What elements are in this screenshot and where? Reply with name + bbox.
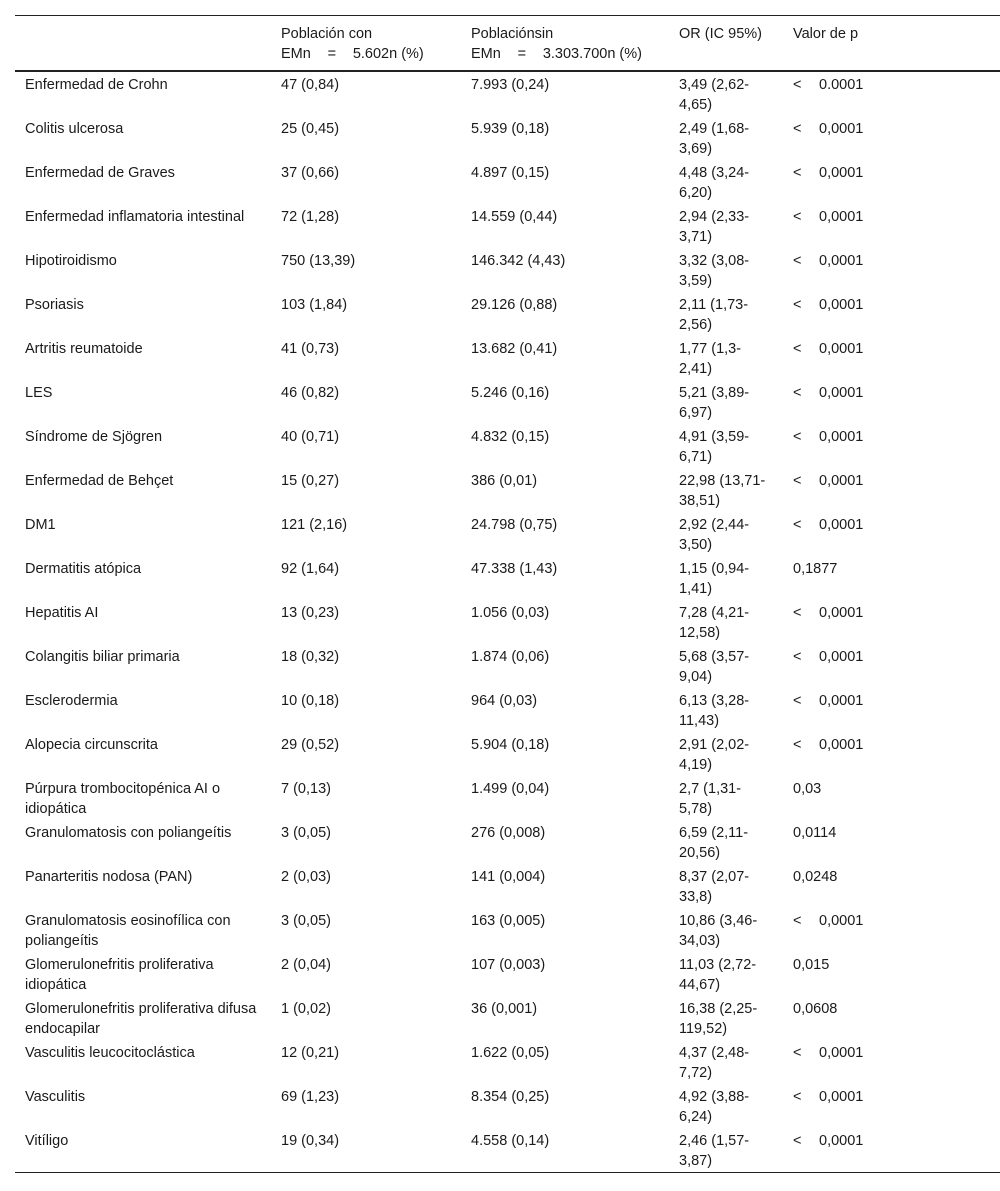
p-less-than: < (793, 341, 802, 357)
cell-p-value (783, 688, 1000, 732)
cell-or: 4,91 (3,59-6,71) (679, 429, 750, 465)
table-header (15, 16, 1000, 72)
table-row (15, 1040, 1000, 1084)
p-value: 0,0001 (819, 121, 864, 137)
cell-or: 2,11 (1,73-2,56) (679, 297, 749, 333)
p-value: 0,0248 (793, 869, 838, 885)
cell-poblacion-con-em: 2 (0,04) (281, 957, 331, 973)
header-enfermedad (15, 16, 271, 72)
cell-enfermedad: Vitíligo (25, 1133, 69, 1149)
cell-or: 1,77 (1,3-2,41) (679, 341, 742, 377)
cell-poblacion-con-em: 92 (1,64) (281, 561, 340, 577)
p-value: 0,0608 (793, 1001, 838, 1017)
table-row (15, 600, 1000, 644)
p-value: 0.0001 (819, 77, 864, 93)
cell-poblacion-sin-em: 107 (0,003) (471, 957, 546, 973)
cell-poblacion-sin-em: 47.338 (1,43) (471, 561, 558, 577)
cell-enfermedad: Glomerulonefritis proliferativa idiopática (25, 957, 214, 993)
cell-poblacion-con-em: 72 (1,28) (281, 209, 340, 225)
p-less-than: < (793, 693, 802, 709)
cell-p-value (783, 512, 1000, 556)
cell-poblacion-con-em: 103 (1,84) (281, 297, 348, 313)
cell-poblacion-con-em: 15 (0,27) (281, 473, 340, 489)
cell-or: 5,21 (3,89-6,97) (679, 385, 750, 421)
cell-p-value (783, 996, 1000, 1040)
p-value: 0,0001 (819, 913, 864, 929)
cell-p-value (783, 1128, 1000, 1173)
cell-poblacion-con-em: 29 (0,52) (281, 737, 340, 753)
cell-p-value (783, 468, 1000, 512)
p-less-than: < (793, 209, 802, 225)
cell-poblacion-sin-em: 386 (0,01) (471, 473, 538, 489)
table-row (15, 996, 1000, 1040)
cell-poblacion-sin-em: 964 (0,03) (471, 693, 538, 709)
header-con-equals: = (327, 46, 337, 62)
table-row (15, 160, 1000, 204)
cell-enfermedad: Artritis reumatoide (25, 341, 143, 357)
cell-poblacion-con-em: 3 (0,05) (281, 913, 331, 929)
cell-poblacion-con-em: 1 (0,02) (281, 1001, 331, 1017)
cell-p-value (783, 556, 1000, 600)
cell-enfermedad: Vasculitis (25, 1089, 86, 1105)
cell-p-value (783, 336, 1000, 380)
cell-p-value (783, 160, 1000, 204)
cell-enfermedad: Enfermedad de Behçet (25, 473, 174, 489)
p-value: 0,0001 (819, 253, 864, 269)
table-row (15, 688, 1000, 732)
cell-poblacion-sin-em: 163 (0,005) (471, 913, 546, 929)
cell-p-value (783, 908, 1000, 952)
cell-poblacion-sin-em: 5.246 (0,16) (471, 385, 550, 401)
cell-poblacion-sin-em: 1.622 (0,05) (471, 1045, 550, 1061)
p-less-than: < (793, 1089, 802, 1105)
cell-poblacion-sin-em: 5.904 (0,18) (471, 737, 550, 753)
header-sin-n-label: EMn (471, 46, 501, 62)
p-value: 0,0001 (819, 605, 864, 621)
cell-or: 2,92 (2,44-3,50) (679, 517, 750, 553)
cell-poblacion-con-em: 40 (0,71) (281, 429, 340, 445)
p-less-than: < (793, 1133, 802, 1149)
table-row (15, 292, 1000, 336)
cell-or: 1,15 (0,94-1,41) (679, 561, 750, 597)
p-value: 0,0001 (819, 1133, 864, 1149)
cell-enfermedad: Enfermedad de Graves (25, 165, 175, 181)
cell-poblacion-sin-em: 1.056 (0,03) (471, 605, 550, 621)
cell-enfermedad: Enfermedad de Crohn (25, 77, 168, 93)
cell-p-value (783, 71, 1000, 116)
cell-or: 2,7 (1,31-5,78) (679, 781, 742, 817)
p-less-than: < (793, 517, 802, 533)
cell-enfermedad: Hepatitis AI (25, 605, 99, 621)
cell-p-value (783, 864, 1000, 908)
table-row (15, 644, 1000, 688)
cell-poblacion-con-em: 69 (1,23) (281, 1089, 340, 1105)
cell-or: 6,13 (3,28-11,43) (679, 693, 750, 729)
cell-p-value (783, 732, 1000, 776)
cell-poblacion-sin-em: 7.993 (0,24) (471, 77, 550, 93)
cell-poblacion-con-em: 46 (0,82) (281, 385, 340, 401)
header-sin-line1: Poblaciónsin (471, 26, 554, 42)
p-less-than: < (793, 253, 802, 269)
cell-or: 10,86 (3,46-34,03) (679, 913, 758, 949)
p-value: 0,0001 (819, 1089, 864, 1105)
cell-p-value (783, 204, 1000, 248)
p-value: 0,015 (793, 957, 830, 973)
cell-poblacion-con-em: 37 (0,66) (281, 165, 340, 181)
cell-or: 7,28 (4,21-12,58) (679, 605, 750, 641)
p-less-than: < (793, 913, 802, 929)
cell-poblacion-con-em: 13 (0,23) (281, 605, 340, 621)
p-value: 0,0001 (819, 517, 864, 533)
cell-p-value (783, 644, 1000, 688)
cell-poblacion-sin-em: 4.558 (0,14) (471, 1133, 550, 1149)
cell-poblacion-con-em: 18 (0,32) (281, 649, 340, 665)
cell-enfermedad: Alopecia circunscrita (25, 737, 158, 753)
p-value: 0,1877 (793, 561, 838, 577)
p-less-than: < (793, 737, 802, 753)
table-row (15, 1084, 1000, 1128)
table-row (15, 248, 1000, 292)
cell-enfermedad: Glomerulonefritis proliferativa difusa endocapilar (25, 1001, 257, 1037)
table-row (15, 336, 1000, 380)
cell-enfermedad: Colitis ulcerosa (25, 121, 124, 137)
cell-poblacion-sin-em: 36 (0,001) (471, 1001, 538, 1017)
cell-poblacion-sin-em: 276 (0,008) (471, 825, 546, 841)
cell-or: 16,38 (2,25-119,52) (679, 1001, 758, 1037)
cell-or: 22,98 (13,71-38,51) (679, 473, 766, 509)
cell-enfermedad: Púrpura trombocitopénica AI o idiopática (25, 781, 221, 817)
p-less-than: < (793, 473, 802, 489)
cell-enfermedad: Granulomatosis eosinofílica con poliangeítis (25, 913, 231, 949)
cell-poblacion-sin-em: 14.559 (0,44) (471, 209, 558, 225)
header-sin-n-value: 3.303.700n (%) (542, 46, 642, 62)
cell-p-value (783, 116, 1000, 160)
p-value: 0,0001 (819, 209, 864, 225)
p-less-than: < (793, 429, 802, 445)
cell-or: 3,49 (2,62-4,65) (679, 77, 750, 113)
cell-enfermedad: Síndrome de Sjögren (25, 429, 163, 445)
cell-poblacion-sin-em: 5.939 (0,18) (471, 121, 550, 137)
table-row (15, 116, 1000, 160)
comorbidity-table (15, 15, 1000, 1173)
cell-p-value (783, 292, 1000, 336)
cell-enfermedad: Psoriasis (25, 297, 84, 313)
cell-poblacion-sin-em: 1.874 (0,06) (471, 649, 550, 665)
cell-poblacion-con-em: 12 (0,21) (281, 1045, 340, 1061)
cell-poblacion-con-em: 3 (0,05) (281, 825, 331, 841)
p-value: 0,0001 (819, 429, 864, 445)
table-body (15, 71, 1000, 1173)
p-value: 0,0001 (819, 649, 864, 665)
p-value: 0,0001 (819, 297, 864, 313)
p-less-than: < (793, 649, 802, 665)
table-row (15, 776, 1000, 820)
p-less-than: < (793, 1045, 802, 1061)
cell-enfermedad: Enfermedad inflamatoria intestinal (25, 209, 245, 225)
p-less-than: < (793, 77, 802, 93)
p-less-than: < (793, 297, 802, 313)
cell-enfermedad: Granulomatosis con poliangeítis (25, 825, 232, 841)
cell-p-value (783, 600, 1000, 644)
p-value: 0,0114 (793, 825, 837, 841)
header-p-value: Valor de p (793, 26, 859, 42)
cell-poblacion-con-em: 19 (0,34) (281, 1133, 340, 1149)
table-row (15, 732, 1000, 776)
p-less-than: < (793, 121, 802, 137)
cell-p-value (783, 248, 1000, 292)
header-poblacion-sin-em (461, 16, 669, 72)
header-con-n-label: EMn (281, 46, 311, 62)
cell-enfermedad: Vasculitis leucocitoclástica (25, 1045, 195, 1061)
cell-or: 5,68 (3,57-9,04) (679, 649, 750, 685)
cell-enfermedad: LES (25, 385, 53, 401)
cell-enfermedad: Hipotiroidismo (25, 253, 117, 269)
table-row (15, 204, 1000, 248)
cell-poblacion-sin-em: 1.499 (0,04) (471, 781, 550, 797)
cell-poblacion-con-em: 750 (13,39) (281, 253, 356, 269)
cell-or: 4,92 (3,88-6,24) (679, 1089, 750, 1125)
cell-p-value (783, 952, 1000, 996)
cell-poblacion-sin-em: 146.342 (4,43) (471, 253, 566, 269)
cell-or: 4,37 (2,48-7,72) (679, 1045, 750, 1081)
cell-enfermedad: Dermatitis atópica (25, 561, 142, 577)
cell-or: 2,46 (1,57-3,87) (679, 1133, 750, 1169)
header-con-line1: Población con (281, 26, 373, 42)
cell-p-value (783, 776, 1000, 820)
cell-poblacion-con-em: 7 (0,13) (281, 781, 331, 797)
header-con-n-value: 5.602n (%) (352, 46, 424, 62)
cell-p-value (783, 1040, 1000, 1084)
cell-poblacion-sin-em: 141 (0,004) (471, 869, 546, 885)
table-row (15, 380, 1000, 424)
p-value: 0,0001 (819, 165, 864, 181)
table-row (15, 908, 1000, 952)
table-row (15, 1128, 1000, 1173)
cell-p-value (783, 424, 1000, 468)
table-row (15, 71, 1000, 116)
cell-enfermedad: DM1 (25, 517, 56, 533)
p-value: 0,0001 (819, 473, 864, 489)
cell-enfermedad: Panarteritis nodosa (PAN) (25, 869, 193, 885)
p-value: 0,0001 (819, 693, 864, 709)
cell-poblacion-sin-em: 24.798 (0,75) (471, 517, 558, 533)
table-row (15, 556, 1000, 600)
table-row (15, 820, 1000, 864)
cell-or: 3,32 (3,08-3,59) (679, 253, 750, 289)
table-row (15, 424, 1000, 468)
cell-p-value (783, 380, 1000, 424)
cell-or: 6,59 (2,11-20,56) (679, 825, 749, 861)
cell-poblacion-con-em: 41 (0,73) (281, 341, 340, 357)
cell-poblacion-con-em: 10 (0,18) (281, 693, 340, 709)
cell-enfermedad: Esclerodermia (25, 693, 118, 709)
cell-poblacion-sin-em: 13.682 (0,41) (471, 341, 558, 357)
table-row (15, 952, 1000, 996)
p-less-than: < (793, 165, 802, 181)
header-row (15, 16, 1000, 72)
cell-or: 2,49 (1,68-3,69) (679, 121, 750, 157)
cell-poblacion-con-em: 121 (2,16) (281, 517, 348, 533)
cell-poblacion-sin-em: 8.354 (0,25) (471, 1089, 550, 1105)
p-value: 0,0001 (819, 737, 864, 753)
cell-or: 2,94 (2,33-3,71) (679, 209, 750, 245)
p-value: 0,03 (793, 781, 822, 797)
p-value: 0,0001 (819, 385, 864, 401)
table-row (15, 468, 1000, 512)
header-sin-equals: = (517, 46, 527, 62)
p-value: 0,0001 (819, 1045, 864, 1061)
header-poblacion-con-em (271, 16, 461, 72)
cell-p-value (783, 820, 1000, 864)
table-row (15, 512, 1000, 556)
p-less-than: < (793, 385, 802, 401)
cell-or: 8,37 (2,07-33,8) (679, 869, 750, 905)
cell-or: 4,48 (3,24-6,20) (679, 165, 750, 201)
cell-poblacion-sin-em: 29.126 (0,88) (471, 297, 558, 313)
p-value: 0,0001 (819, 341, 864, 357)
cell-or: 2,91 (2,02-4,19) (679, 737, 750, 773)
cell-poblacion-sin-em: 4.832 (0,15) (471, 429, 550, 445)
p-less-than: < (793, 605, 802, 621)
cell-enfermedad: Colangitis biliar primaria (25, 649, 180, 665)
cell-poblacion-con-em: 47 (0,84) (281, 77, 340, 93)
header-or: OR (IC 95%) (679, 26, 762, 42)
cell-p-value (783, 1084, 1000, 1128)
cell-poblacion-con-em: 25 (0,45) (281, 121, 340, 137)
table-row (15, 864, 1000, 908)
cell-or: 11,03 (2,72-44,67) (679, 957, 757, 993)
cell-poblacion-sin-em: 4.897 (0,15) (471, 165, 550, 181)
cell-poblacion-con-em: 2 (0,03) (281, 869, 331, 885)
